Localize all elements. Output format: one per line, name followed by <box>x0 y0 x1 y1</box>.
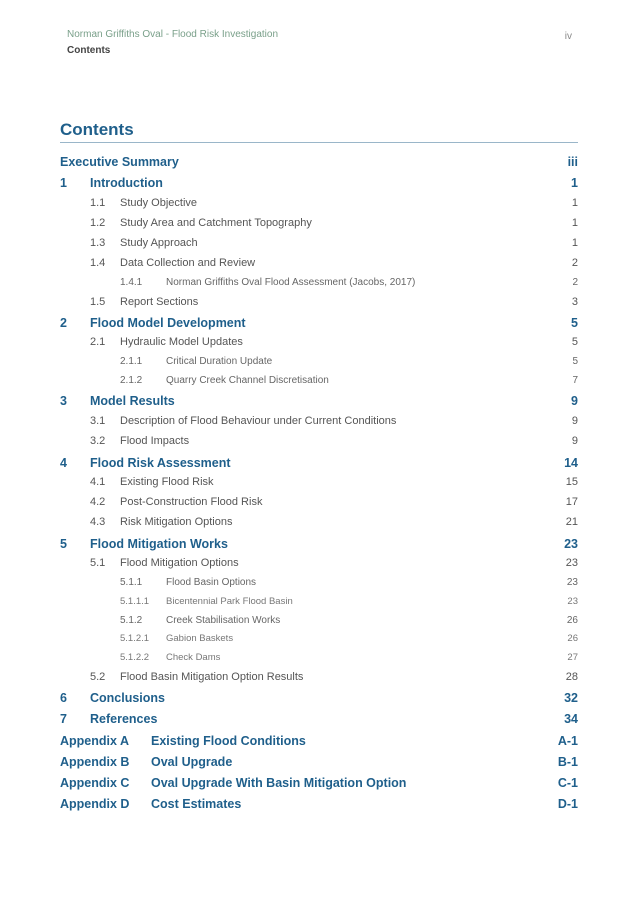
toc-entry-page: 27 <box>567 652 578 663</box>
toc-entry-label: References <box>90 712 158 726</box>
toc-entry-label: Oval Upgrade <box>151 755 233 769</box>
toc-entry-page: 23 <box>567 596 578 607</box>
toc-entry-page: iii <box>567 155 578 169</box>
toc-entry-label: Gabion Baskets <box>166 633 234 644</box>
toc-entry-label: Report Sections <box>120 296 199 308</box>
toc-entry-page: 9 <box>571 435 578 447</box>
toc-entry-label: Study Approach <box>120 237 198 249</box>
toc-entry-page: 1 <box>571 237 578 249</box>
toc-entry-page: 23 <box>565 557 578 569</box>
toc-entry-number: Appendix B <box>60 755 130 769</box>
toc-entry-page: 5 <box>571 336 578 348</box>
toc-entry-number: Appendix D <box>60 797 130 811</box>
toc-entry-number: 2 <box>60 316 67 330</box>
toc-entry-page: 3 <box>571 296 578 308</box>
toc-entry-label: Post-Construction Flood Risk <box>120 496 263 508</box>
toc-entry-label: Flood Impacts <box>120 435 190 447</box>
toc-entry-label: Executive Summary <box>60 155 179 169</box>
toc-entry-label: Hydraulic Model Updates <box>120 336 243 348</box>
toc-entry-number: 4.3 <box>90 516 106 528</box>
toc-entry-page: 23 <box>566 577 578 588</box>
toc-entry-label: Cost Estimates <box>151 797 242 811</box>
toc-entry-number: 4.1 <box>90 476 106 488</box>
toc-entry-number: 1.5 <box>90 296 106 308</box>
toc-entry-label: Flood Mitigation Works <box>90 537 228 551</box>
toc-entry-number: 2.1.2 <box>120 375 143 386</box>
toc-entry-number: 2.1.1 <box>120 356 143 367</box>
toc-entry-page: D-1 <box>557 797 578 811</box>
toc-entry-number: 5.1 <box>90 557 106 569</box>
toc-entry-page: 2 <box>571 257 578 269</box>
toc-entry-number: 7 <box>60 712 67 726</box>
toc-entry-label: Introduction <box>90 176 163 190</box>
toc-entry-label: Existing Flood Conditions <box>151 734 306 748</box>
toc-entry-number: 3 <box>60 394 67 408</box>
toc-entry-label: Flood Basin Options <box>166 577 257 588</box>
toc-entry-page: 14 <box>564 456 578 470</box>
toc-entry-number: 2.1 <box>90 336 106 348</box>
toc-entry-page: 21 <box>565 516 578 528</box>
toc-entry-number: 5.2 <box>90 671 106 683</box>
toc-entry-page: 5 <box>572 356 578 367</box>
toc-entry-page: 5 <box>571 316 578 330</box>
toc-title: Contents <box>60 120 578 143</box>
toc-entry-label: Norman Griffiths Oval Flood Assessment (Jacobs, 2017) <box>166 277 416 288</box>
toc-entry-number: 1.1 <box>90 197 106 209</box>
toc-entry-number: 5.1.2.1 <box>120 633 150 644</box>
toc-entry-label: Model Results <box>90 394 175 408</box>
toc-entry-number: 1 <box>60 176 67 190</box>
toc-entry-label: Creek Stabilisation Works <box>166 615 281 626</box>
toc-entry-label: Data Collection and Review <box>120 257 256 269</box>
toc-entry-page: 9 <box>571 394 578 408</box>
toc-entry-page: 9 <box>571 415 578 427</box>
toc-entry-page: 28 <box>565 671 578 683</box>
toc-entry-number: 1.3 <box>90 237 106 249</box>
toc-entry-page: 15 <box>565 476 578 488</box>
toc-entry-page: 23 <box>564 537 578 551</box>
toc-entry-page: A-1 <box>557 734 578 748</box>
toc-entry-label: Critical Duration Update <box>166 356 273 367</box>
toc-entry-number: 5 <box>60 537 67 551</box>
toc-entry-label: Quarry Creek Channel Discretisation <box>166 375 329 386</box>
toc-entry-number: 5.1.1 <box>120 577 143 588</box>
toc-entry-label: Risk Mitigation Options <box>120 516 233 528</box>
toc-entry-page: 34 <box>564 712 578 726</box>
toc-entry-number: 6 <box>60 691 67 705</box>
toc-entry-label: Conclusions <box>90 691 166 705</box>
toc-entry-page: 2 <box>572 277 578 288</box>
toc-entry-label: Flood Basin Mitigation Option Results <box>120 671 304 683</box>
toc-entry-page: 17 <box>565 496 578 508</box>
toc-entry-page: B-1 <box>557 755 578 769</box>
toc-entry-page: 26 <box>567 633 578 644</box>
toc-entry-number: 1.4.1 <box>120 277 143 288</box>
toc-entry-number: 1.4 <box>90 257 106 269</box>
toc-entry-page: C-1 <box>557 776 578 790</box>
toc-entry-page: 1 <box>571 197 578 209</box>
toc-entry-label: Existing Flood Risk <box>120 476 214 488</box>
header-page-number: iv <box>564 31 572 42</box>
toc-entry-number: Appendix C <box>60 776 130 790</box>
toc-entry-number: 5.1.2.2 <box>120 652 150 663</box>
toc-entry-label: Flood Model Development <box>90 316 246 330</box>
header-document-title: Norman Griffiths Oval - Flood Risk Investigation <box>67 29 279 40</box>
toc-entry-number: 4 <box>60 456 67 470</box>
toc-entry-label: Check Dams <box>166 652 221 663</box>
toc-entry-label: Flood Risk Assessment <box>90 456 231 470</box>
toc-entry-label: Flood Mitigation Options <box>120 557 239 569</box>
toc-entry-page: 1 <box>571 217 578 229</box>
toc-entry-label: Bicentennial Park Flood Basin <box>166 596 293 607</box>
toc-entry-label: Study Area and Catchment Topography <box>120 217 312 229</box>
toc-entry-label: Study Objective <box>120 197 198 209</box>
toc-entry-label: Description of Flood Behaviour under Current Conditions <box>120 415 397 427</box>
toc-entry-number: 3.2 <box>90 435 106 447</box>
toc-entry-page: 1 <box>571 176 578 190</box>
toc-entry-number: 5.1.2 <box>120 615 143 626</box>
header-section-name: Contents <box>67 45 111 56</box>
toc-entry-page: 7 <box>572 375 578 386</box>
toc-entry-page: 26 <box>566 615 578 626</box>
toc-entry-number: 4.2 <box>90 496 106 508</box>
toc-entry-number: Appendix A <box>60 734 129 748</box>
toc-entry-page: 32 <box>564 691 578 705</box>
toc-entry-number: 5.1.1.1 <box>120 596 150 607</box>
toc-entry-number: 3.1 <box>90 415 106 427</box>
toc-entry-label: Oval Upgrade With Basin Mitigation Option <box>151 776 407 790</box>
toc-entry-number: 1.2 <box>90 217 106 229</box>
